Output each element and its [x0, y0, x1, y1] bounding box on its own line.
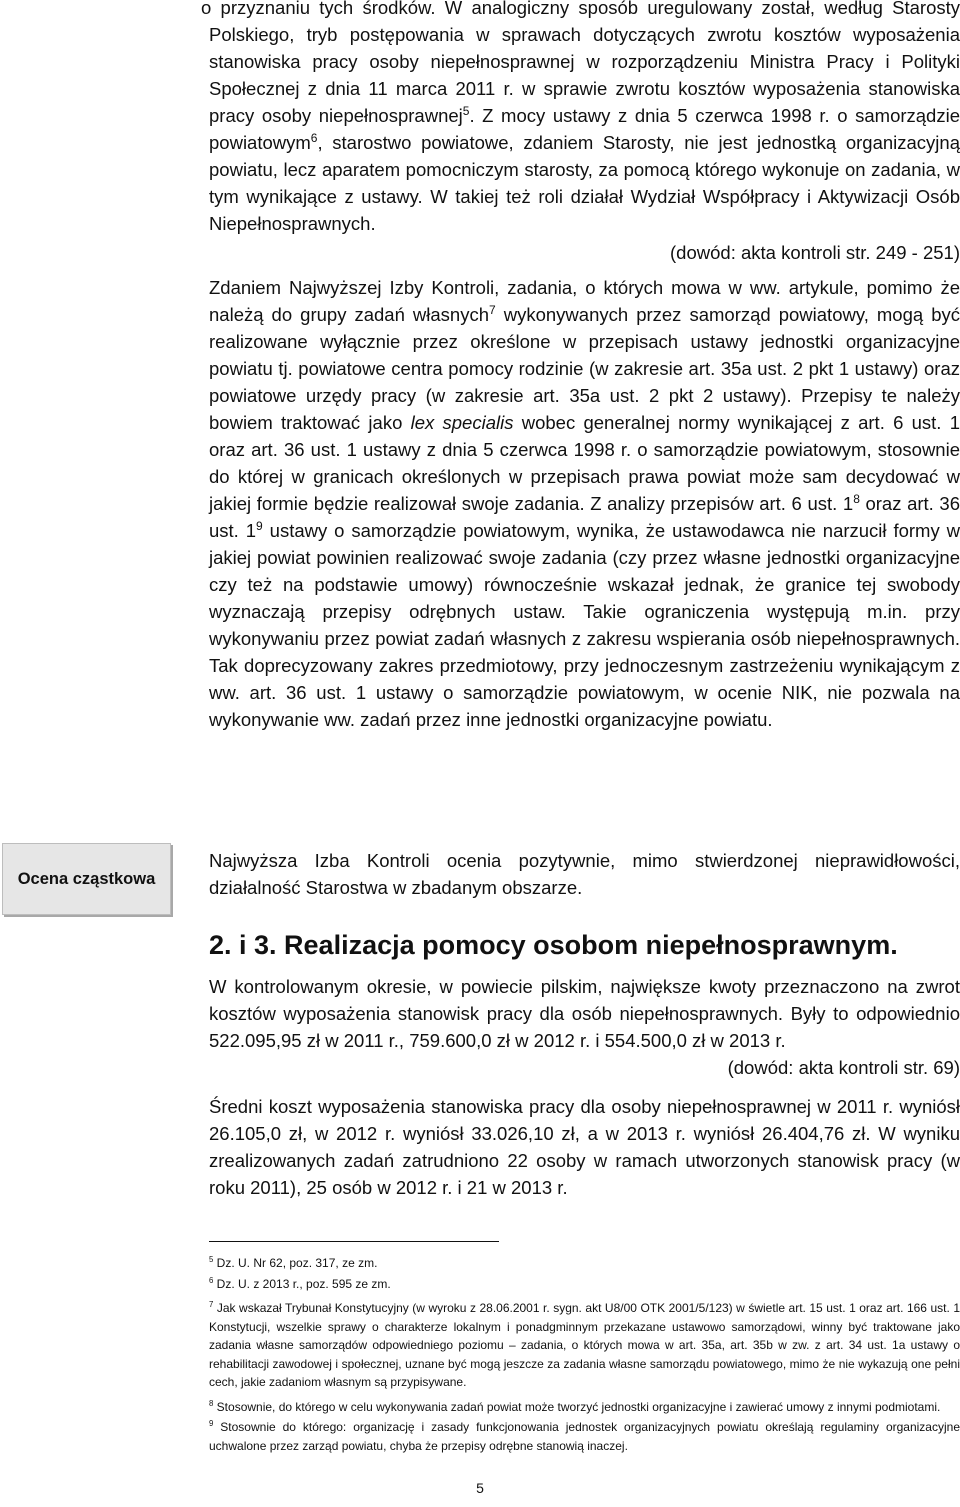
page-number: 5 — [476, 1480, 484, 1496]
latin-term: lex specialis — [410, 412, 514, 433]
footnote-number: 9 — [209, 1419, 214, 1428]
footnote-text: Stosownie, do którego w celu wykonywania zadań powiat może tworzyć jednostki organizacyjne i zawierać umowy z innymi podmiotami. — [213, 1399, 941, 1414]
text-run: wobec generalnej normy wynikającej z art. 6 ust. 1 oraz art. 36 ust. 1 ustawy z dnia 5 czerwca 1998 r. o samorządzie powiatowym, stosownie do której w granicach określonych w przepisach prawa powiat może sam decydować w jakiej formie będzie realizował swoje zadania. Z analizy przepisów art. 6 ust. 1 — [209, 412, 960, 514]
text-run: o przyznaniu tych środków. W analogiczny sposób uregulowany został, według Starosty Polskiego, tryb postępowania w sprawach dotyczących zwrotu kosztów wyposażenia stanowiska pracy osoby niepełnosprawnej w rozporządzeniu Ministra Pracy i Polityki Społecznej z dnia 11 marca 2011 r. w sprawie zwrotu kosztów wyposażenia stanowiska pracy osoby niepełnosprawnej — [201, 0, 960, 126]
text-run: . Z mocy ustawy z dnia 5 czerwca 1998 r. o samorządzie powiatowym — [209, 105, 960, 153]
footnote-6 — [209, 1275, 960, 1294]
text-run: , starostwo powiatowe, zdaniem Starosty, nie jest jednostką organizacyjną powiatu, lecz aparatem pomocniczym starosty, za pomocą którego wykonuje on zadania, w tym wynikające z ustawy. W takiej też roli działał Wydział Współpracy i Aktywizacji Osób Niepełnosprawnych. — [209, 132, 960, 234]
footnote-text: Jak wskazał Trybunał Konstytucyjny (w wyroku z 28.06.2001 r. sygn. akt U8/00 OTK 2001/5/123) w świetle art. 15 ust. 1 oraz art. 166 ust. 1 Konstytucji, wszelkie sprawy o charakterze lokalnym i ponadgminnym przekazane ustawowo samorządowi, winny być traktowane jako zadania własne samorządów odpowiedniego poziomu – zadania, o których mowa w art. 35a, art. 35b w zw. z art. 34 ust. 1a ustawy o rehabilitacji zawodowej i społecznej, uznane być mogą jeszcze za zadania własne samorządu powiatowego, mimo że nie wykazują one pełni cech, jakie zadaniom własnym są przypisywane. — [209, 1301, 960, 1389]
footnote-number: 8 — [209, 1398, 214, 1408]
text-run: wykonywanych przez samorząd powiatowy, mogą być realizowane wyłącznie przez określone w przepisach ustawy jednostki organizacyjne powiatu tj. powiatowe centra pomocy rodzinie (w zakresie art. 35a ust. 2 pkt 1 ustawy) oraz powiatowe urzędy pracy (w zakresie art. 35a ust. 2 pkt 2 ustawy). Przepisy te należy bowiem traktować jako — [209, 304, 960, 433]
footnote-7 — [209, 1299, 960, 1392]
assessment-text: Najwyższa Izba Kontroli ocenia pozytywnie, mimo stwierdzonej nieprawidłowości, działalność Starostwa w zbadanym obszarze. — [209, 850, 960, 898]
paragraph-nik-opinion — [209, 274, 960, 733]
paragraph-amounts: W kontrolowanym okresie, w powiecie pilskim, największe kwoty przeznaczono na zwrot kosztów wyposażenia stanowisk pracy dla osób niepełnosprawnych. Były to odpowiednio 522.095,95 zł w 2011 r., 759.600,0 zł w 2012 r. i 554.500,0 zł w 2013 r. — [209, 976, 960, 1051]
footnote-ref-5: 5 — [462, 103, 470, 118]
partial-assessment-label-box — [2, 843, 171, 915]
footnote-8 — [209, 1398, 960, 1417]
footnotes — [209, 1254, 960, 1457]
paragraph-continued — [201, 0, 960, 237]
partial-assessment-label: Ocena cząstkowa — [17, 869, 156, 888]
footnote-5 — [209, 1254, 960, 1273]
footnote-ref-9: 9 — [256, 518, 263, 533]
footnote-ref-6: 6 — [310, 130, 318, 145]
footnote-text: Dz. U. Nr 62, poz. 317, ze zm. — [213, 1256, 378, 1270]
text-run: ustawy o samorządzie powiatowym, wynika, że ustawodawca nie narzucił formy w jakiej powiat powinien realizować swoje zadania (czy przez własne jednostki organizacyjne czy też na podstawie umowy) równocześnie wskazał jednak, że granice tej swobody wyznaczają przepisy odrębnych ustaw. Takie ograniczenia występują m.in. przy wykonywaniu przez powiat zadań własnych z zakresu wspierania osób niepełnosprawnych. Tak doprecyzowany zakres przedmiotowy, przy jednoczesnym zastrzeżeniu wynikającym z ww. art. 36 ust. 1 ustawy o samorządzie powiatowym, w ocenie NIK, nie pozwala na wykonywanie ww. zadań przez inne jednostki organizacyjne powiatu. — [209, 520, 960, 730]
footnote-text: Dz. U. z 2013 r., poz. 595 ze zm. — [213, 1276, 391, 1291]
assessment-section — [209, 847, 960, 901]
footnote-text: Stosownie do którego: organizację i zasady funkcjonowania jednostek organizacyjnych powiatu określają regulaminy organizacyjne uchwalone przez zarząd powiatu, chyba że przepisy odrębne stanowią inaczej. — [209, 1420, 960, 1453]
continued-section — [201, 0, 960, 733]
footnote-separator — [209, 1241, 499, 1242]
section-2-3 — [209, 927, 960, 1201]
section-heading: 2. i 3. Realizacja pomocy osobom niepełnosprawnym. — [209, 930, 898, 960]
evidence-reference: (dowód: akta kontroli str. 69) — [727, 1057, 960, 1078]
paragraph-average-cost: Średni koszt wyposażenia stanowiska pracy dla osoby niepełnosprawnej w 2011 r. wyniósł 26.105,0 zł, w 2012 r. wyniósł 33.026,10 zł, a w 2013 r. wyniósł 26.404,76 zł. W wyniku zrealizowanych zadań zatrudniono 22 osoby w ramach utworzonych stanowisk pracy (w roku 2011), 25 osób w 2012 r. i 21 w 2013 r. — [209, 1096, 960, 1198]
footnote-number: 6 — [209, 1275, 214, 1285]
footnote-number: 5 — [209, 1255, 214, 1264]
footnote-ref-7: 7 — [489, 302, 496, 317]
footnote-number: 7 — [209, 1300, 214, 1309]
footnote-ref-8: 8 — [853, 491, 860, 506]
evidence-reference: (dowód: akta kontroli str. 249 - 251) — [670, 242, 960, 263]
text-run: oraz art. 36 ust. 1 — [209, 493, 960, 541]
text-run: Zdaniem Najwyższej Izby Kontroli, zadania, o których mowa w ww. artykule, pomimo że należą do grupy zadań własnych — [209, 277, 960, 325]
footnote-9 — [209, 1418, 960, 1455]
